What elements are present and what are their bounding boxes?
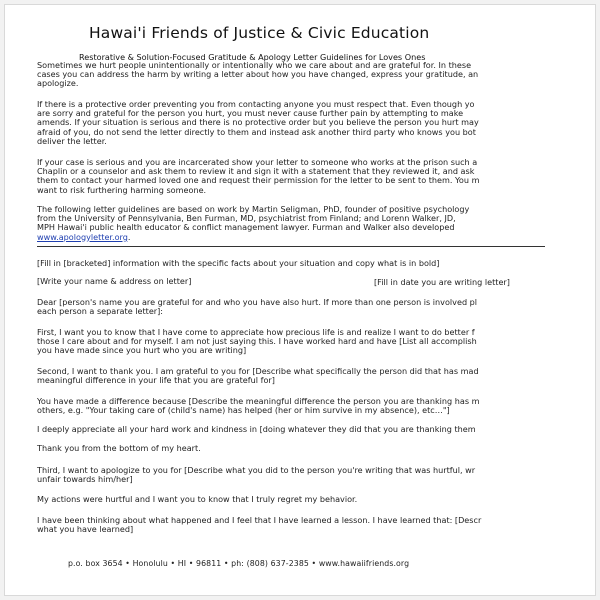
fill-instruction: [Fill in [bracketed] information with the specific facts about your situation and copy what is in bold] <box>37 258 440 268</box>
lesson-paragraph: I have been thinking about what happened and I feel that I have learned a lesson. I have learned that: [Descr what you have learned] <box>37 515 482 535</box>
actions-paragraph: My actions were hurtful and I want you to know that I truly regret my behavior. <box>37 494 358 504</box>
intro-paragraph-3: If your case is serious and you are incarcerated show your letter to someone who works at the prison such a Chaplin or a counselor and ask them to review it and sign it with a statement that they reviewed it, and ask them to contact your harmed loved one and request their permission for the letter to be sent to them. You m want to risk furthering harming someone. <box>37 157 480 195</box>
date-placeholder: [Fill in date you are writing letter] <box>374 277 510 287</box>
footer-contact: p.o. box 3654 • Honolulu • HI • 96811 • ph: (808) 637-2385 • www.hawaiifriends.org <box>68 559 410 568</box>
page-subtitle: Restorative & Solution-Focused Gratitude & Apology Letter Guidelines for Loves Ones <box>79 52 426 62</box>
document-page <box>4 4 596 596</box>
apology-letter-link[interactable]: www.apologyletter.org <box>37 231 128 242</box>
intro-paragraph-4: The following letter guidelines are based on work by Martin Seligman, PhD, founder of positive psychology from the University of Pennsylvania, Ben Furman, MD, psychiatrist from Finland; and Lorenn Walker, JD, MPH Hawai'i public health educator & conflict management lawyer. Furman and Walker also developed www.apologyletter.org. <box>37 204 470 242</box>
section-divider <box>37 246 545 247</box>
intro-paragraph-1: Sometimes we hurt people unintentionally or intentionally who we care about and are grateful for. In these cases you can address the harm by writing a letter about how you have changed, express your gratitude, an apologize. <box>37 60 479 89</box>
page-title: Hawai'i Friends of Justice & Civic Education <box>89 24 430 42</box>
name-address-placeholder: [Write your name & address on letter] <box>37 276 192 286</box>
first-paragraph: First, I want you to know that I have come to appreciate how precious life is and realize I want to do better f those I care about and for myself. I am not just saying this. I have worked hard and have [List all accomplish you have made since you hurt who you are writing] <box>37 327 477 356</box>
salutation: Dear [person's name you are grateful for and who you have also hurt. If more than one person is involved pl each person a separate letter]: <box>37 297 478 317</box>
thanks-paragraph: Thank you from the bottom of my heart. <box>37 443 201 453</box>
third-paragraph: Third, I want to apologize to you for [Describe what you did to the person you're writing that was hurtful, wr unfair towards him/her] <box>37 465 476 485</box>
second-paragraph: Second, I want to thank you. I am grateful to you for [Describe what specifically the person did that has mad meaningful difference in your life that you are grateful for] <box>37 366 479 386</box>
appreciate-paragraph: I deeply appreciate all your hard work and kindness in [doing whatever they did that you are thanking them <box>37 424 476 434</box>
difference-paragraph: You have made a difference because [Describe the meaningful difference the person you are thanking has m others, e.g. "Your taking care of (child's name) has helped (her or him survive in my absence), etc…"] <box>37 396 480 416</box>
intro-paragraph-2: If there is a protective order preventing you from contacting anyone you must respect that. Even though yo are sorry and grateful for the person you hurt, you must never cause further pain by attempting to make amends. If your situation is serious and there is no protective order but you believe the person you hurt may afraid of you, do not send the letter directly to them and instead ask another third party who knows you bot deliver the letter. <box>37 99 479 146</box>
